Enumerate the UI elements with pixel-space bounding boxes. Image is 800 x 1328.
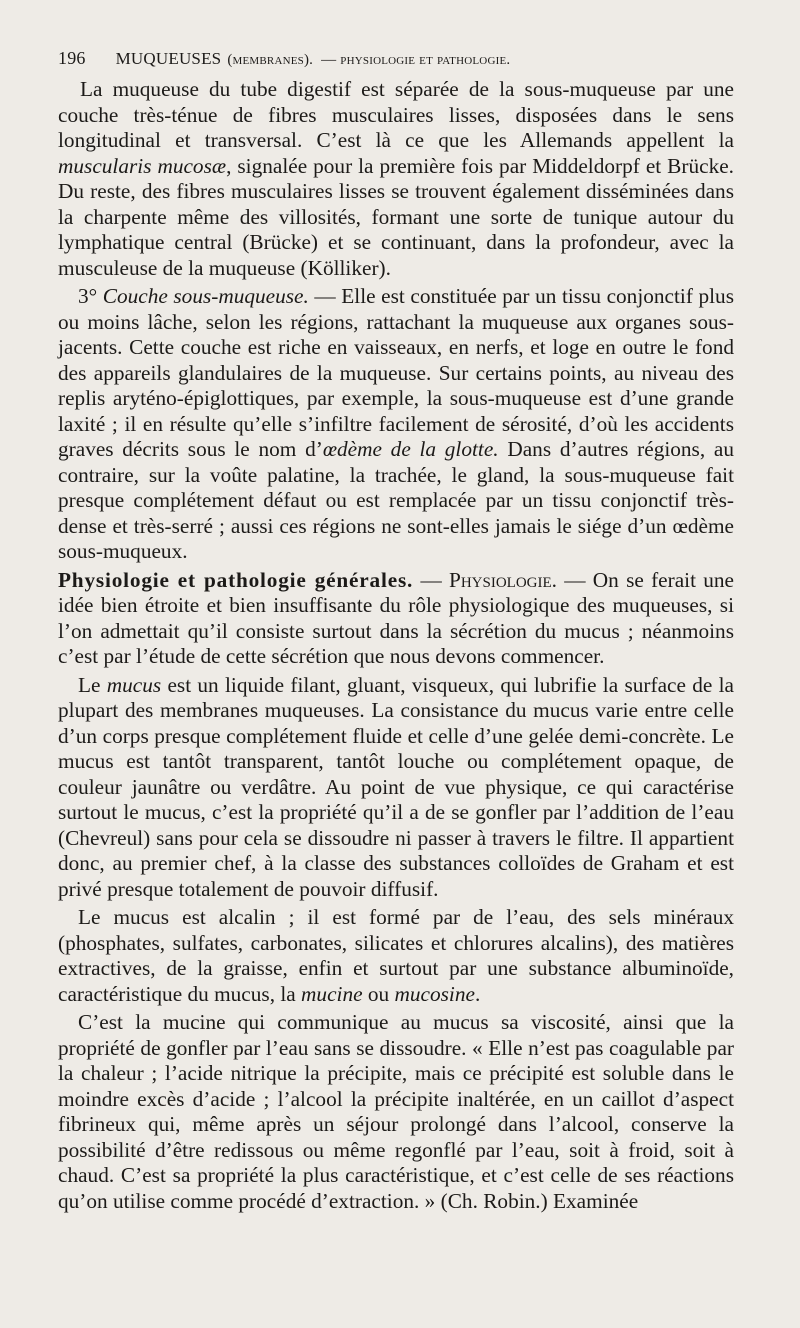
paragraph-6: C’est la mucine qui communique au mucus sa viscosité, ainsi que la propriété de gonfler par l’eau sans se dissoudre. « Elle n’est pas coagulable par la chaleur ; l’acide nitrique la précipite, mais ce précipité est soluble dans le moindre excès d’acide ; l’alcool la précipite inaltérée, en un caillot d’aspect fibrineux qui, même après un séjour prolongé dans l’alcool, conserve la possibilité d’être redissous ou même regonflé par l’eau, soit à froid, soit à chaud. C’est sa propriété la plus caractéristique, et c’est celle de ses réactions qu’on utilise comme procédé d’extraction. » (Ch. Robin.) Examinée — [58, 1010, 734, 1213]
header-subtitle: (membranes). — [227, 52, 314, 68]
body-text — [58, 77, 734, 1214]
page-number: 196 — [58, 48, 86, 68]
section-heading: Physiologie et pathologie générales. — [58, 567, 414, 592]
paragraph-1: La muqueuse du tube digestif est séparée de la sous-muqueuse par une couche très-ténue de fibres musculaires lisses, disposées dans le sens longitudinal et transversal. C’est là ce que les Allemands appellent la muscularis mucosæ, signalée pour la première fois par Middeldorpf et Brücke. Du reste, des fibres musculaires lisses se trouvent également disséminées dans la charpente même des villosités, formant une sorte de tunique autour du lymphatique central (Brücke) et se continuant, dans la profondeur, avec la musculeuse de la muqueuse (Kölliker). — [58, 77, 734, 280]
header-section: — physiologie et pathologie. — [321, 52, 511, 68]
paragraph-4: Le mucus est un liquide filant, gluant, visqueux, qui lubrifie la surface de la plupart des membranes muqueuses. La consistance du mucus varie entre celle d’un corps presque complétement fluide et celle d’une gelée demi-concrète. Le mucus est tantôt transparent, tantôt louche ou complétement opaque, de couleur jaunâtre ou verdâtre. Au point de vue physique, ce qui caractérise surtout le mucus, c’est la propriété qu’il a de se gonfler par l’addition de l’eau (Chevreul) sans pour cela se dissoudre ni passer à travers le filtre. Il appartient donc, au premier chef, à la classe des substances colloïdes de Graham et est privé presque totalement de pouvoir diffusif. — [58, 672, 734, 901]
paragraph-2: 3° Couche sous-muqueuse. — Elle est constituée par un tissu conjonctif plus ou moins lâche, selon les régions, rattachant la muqueuse aux organes sous-jacents. Cette couche est riche en vaisseaux, en nerfs, et loge en outre le fond des appareils glandulaires de la muqueuse. Sur certains points, au niveau des replis aryténo-épiglottiques, par exemple, la sous-muqueuse est d’une grande laxité ; il en résulte qu’elle s’infiltre facilement de sérosité, d’où les accidents graves décrits sous le nom d’œdème de la glotte. Dans d’autres régions, au contraire, sur la voûte palatine, la trachée, le gland, la sous-muqueuse fait presque complétement défaut ou est remplacée par un tissu conjonctif très-dense et très-serré ; aussi ces régions ne sont-elles jamais le siége d’un œdème sous-muqueux. — [58, 284, 734, 563]
paragraph-3: Physiologie et pathologie générales. — Physiologie. — On se ferait une idée bien étroite et bien insuffisante du rôle physiologique des muqueuses, si l’on admettait qu’il consiste surtout dans la sécrétion du mucus ; néanmoins c’est par l’étude de cette sécrétion que nous devons commencer. — [58, 567, 734, 668]
running-header — [58, 48, 734, 70]
paragraph-5: Le mucus est alcalin ; il est formé par de l’eau, des sels minéraux (phosphates, sulfates, carbonates, silicates et chlorures alcalins), des matières extractives, de la graisse, enfin et surtout par une substance albuminoïde, caractéristique du mucus, la mucine ou mucosine. — [58, 905, 734, 1006]
header-title: MUQUEUSES — [115, 49, 222, 68]
